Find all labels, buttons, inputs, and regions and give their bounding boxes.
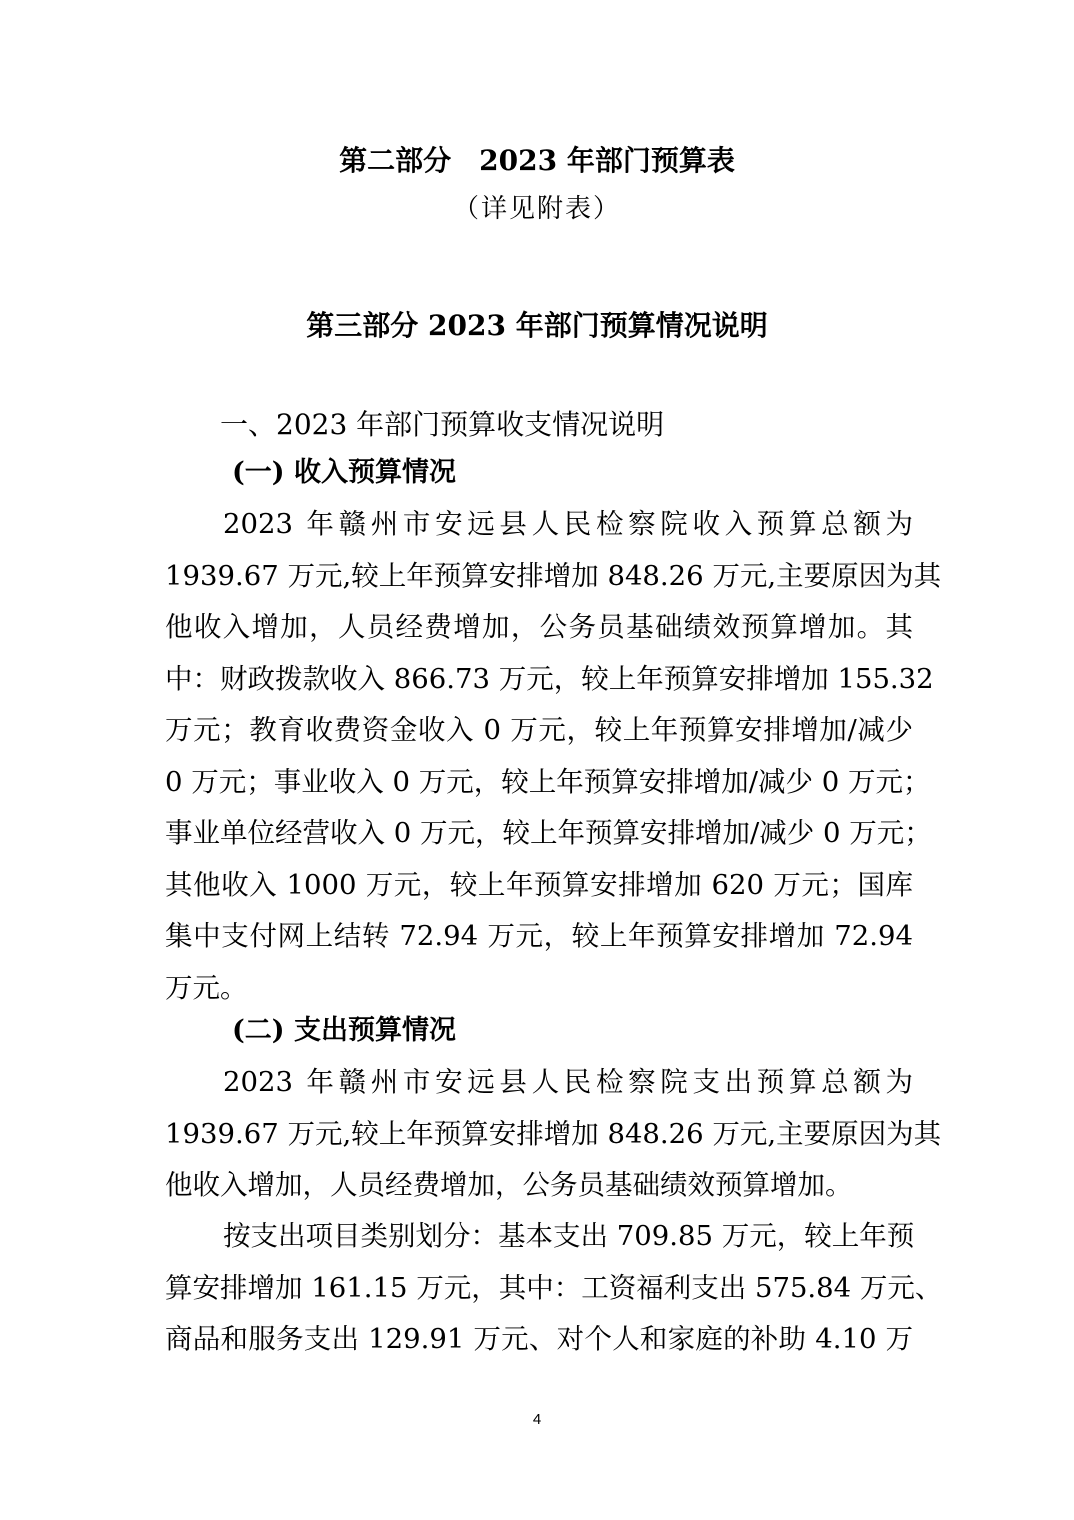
section1-heading: 一、2023 年部门预算收支情况说明 [220, 408, 665, 441]
income-heading: (一) 收入预算情况 [232, 457, 456, 488]
expense-line-1: 2023 年赣州市安远县人民检察院支出预算总额为 [223, 1066, 913, 1098]
category-line-2: 算安排增加 161.15 万元，其中：工资福利支出 575.84 万元、 [165, 1271, 943, 1304]
expense-line-2: 1939.67 万元,较上年预算安排增加 848.26 万元,主要原因为其 [165, 1117, 942, 1150]
category-line-3: 商品和服务支出 129.91 万元、对个人和家庭的补助 4.10 万 [165, 1323, 913, 1355]
income-line-9: 集中支付网上结转 72.94 万元，较上年预算安排增加 72.94 [165, 920, 913, 952]
expense-heading: (二) 支出预算情况 [232, 1015, 456, 1046]
category-line-1: 按支出项目类别划分：基本支出 709.85 万元，较上年预 [223, 1220, 915, 1252]
income-line-3: 他收入增加，人员经费增加，公务员基础绩效预算增加。其 [165, 611, 913, 643]
expense-line-3: 他收入增加，人员经费增加，公务员基础绩效预算增加。 [165, 1169, 853, 1201]
income-line-10: 万元。 [165, 971, 248, 1004]
income-paragraph [165, 499, 942, 1014]
income-line-6: 0 万元；事业收入 0 万元，较上年预算安排增加/减少 0 万元； [165, 765, 931, 798]
income-line-5: 万元；教育收费资金收入 0 万元，较上年预算安排增加/减少 [165, 714, 913, 746]
income-line-8: 其他收入 1000 万元，较上年预算安排增加 620 万元；国库 [165, 868, 913, 901]
expense-paragraph [165, 1057, 942, 1212]
expense-category-paragraph [165, 1211, 943, 1366]
part2-note: （详见附表） [452, 194, 621, 224]
income-line-1: 2023 年赣州市安远县人民检察院收入预算总额为 [223, 508, 913, 540]
income-line-7: 事业单位经营收入 0 万元，较上年预算安排增加/减少 0 万元； [165, 817, 932, 849]
part3-title: 第三部分 2023 年部门预算情况说明 [306, 309, 768, 342]
income-line-4: 中：财政拨款收入 866.73 万元，较上年预算安排增加 155.32 [165, 662, 934, 695]
page-number: 4 [532, 1411, 542, 1428]
part2-title: 第二部分 2023 年部门预算表 [339, 144, 735, 177]
income-line-2: 1939.67 万元,较上年预算安排增加 848.26 万元,主要原因为其 [165, 559, 942, 592]
